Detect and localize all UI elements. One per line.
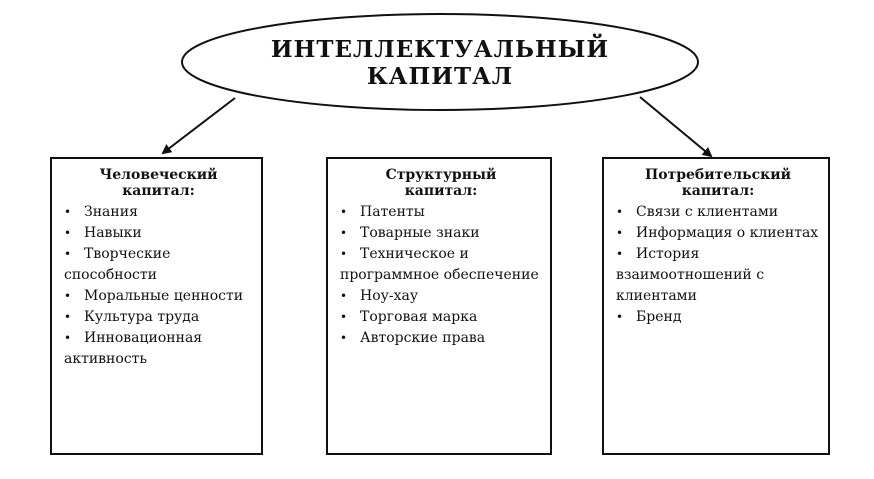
list-item [64, 244, 253, 286]
box-bottom-line-left [50, 453, 263, 455]
consumer-capital-box [602, 157, 830, 455]
bullet-icon: • [64, 226, 72, 240]
arrow-to-consumer-capital [640, 97, 711, 156]
list-item-text: Бренд [636, 309, 682, 325]
box-bottom-line-right [602, 453, 830, 455]
list-item [340, 286, 542, 307]
list-item [616, 307, 820, 328]
diagram-title [250, 36, 630, 90]
arrow-to-human-capital [163, 98, 235, 153]
bullet-icon: • [64, 247, 72, 261]
consumer-capital-title [616, 167, 820, 199]
structural-capital-box [326, 157, 552, 455]
box-title-line-1: Потребительский [644, 167, 791, 183]
title-line-2: КАПИТАЛ [366, 63, 514, 90]
list-item-text: Ноу-хау [360, 288, 419, 304]
human-capital-list [64, 202, 253, 370]
human-capital-title [64, 167, 253, 199]
list-item [616, 202, 820, 223]
bullet-icon: • [340, 205, 348, 219]
list-item [340, 307, 542, 328]
list-item-text: Связи с клиентами [636, 204, 779, 220]
bullet-icon: • [340, 331, 348, 345]
bullet-icon: • [616, 247, 624, 261]
list-item [616, 223, 820, 244]
bullet-icon: • [64, 331, 72, 345]
title-line-1: ИНТЕЛЛЕКТУАЛЬНЫЙ [270, 36, 610, 63]
bullet-icon: • [616, 310, 624, 324]
bullet-icon: • [64, 205, 72, 219]
box-title-line-2: капитал: [404, 183, 478, 199]
list-item [340, 202, 542, 223]
box-title-line-2: капитал: [681, 183, 755, 199]
consumer-capital-list [616, 202, 820, 328]
list-item-text: Творческие способности [64, 246, 171, 283]
list-item-text: Инновационная активность [64, 330, 203, 367]
structural-capital-list [340, 202, 542, 349]
list-item-text: Информация о клиентах [636, 225, 819, 241]
bullet-icon: • [340, 310, 348, 324]
bullet-icon: • [64, 310, 72, 324]
list-item-text: Патенты [360, 204, 425, 220]
list-item [64, 307, 253, 328]
bullet-icon: • [340, 226, 348, 240]
list-item-text: Культура труда [84, 309, 200, 325]
list-item-text: Моральные ценности [84, 288, 244, 304]
list-item-text: Авторские права [360, 330, 486, 346]
box-title-line-1: Структурный [385, 167, 497, 183]
box-bottom-line-mid [326, 453, 552, 455]
list-item [64, 286, 253, 307]
list-item-text: Товарные знаки [360, 225, 480, 241]
list-item [64, 223, 253, 244]
list-item [340, 328, 542, 349]
list-item-text: Навыки [84, 225, 142, 241]
list-item [340, 223, 542, 244]
list-item-text: Торговая марка [360, 309, 478, 325]
bullet-icon: • [340, 289, 348, 303]
list-item-text: Знания [84, 204, 138, 220]
structural-capital-title [340, 167, 542, 199]
list-item [64, 202, 253, 223]
human-capital-box [50, 157, 263, 455]
box-title-line-2: капитал: [122, 183, 195, 199]
list-item [340, 244, 542, 286]
list-item-text: История взаимоотношений с клиентами [616, 246, 765, 304]
bullet-icon: • [616, 205, 624, 219]
box-title-line-1: Человеческий [99, 167, 218, 183]
bullet-icon: • [64, 289, 72, 303]
list-item-text: Техническое и программное обеспечение [340, 246, 539, 283]
bullet-icon: • [340, 247, 348, 261]
bullet-icon: • [616, 226, 624, 240]
list-item [616, 244, 820, 307]
list-item [64, 328, 253, 370]
